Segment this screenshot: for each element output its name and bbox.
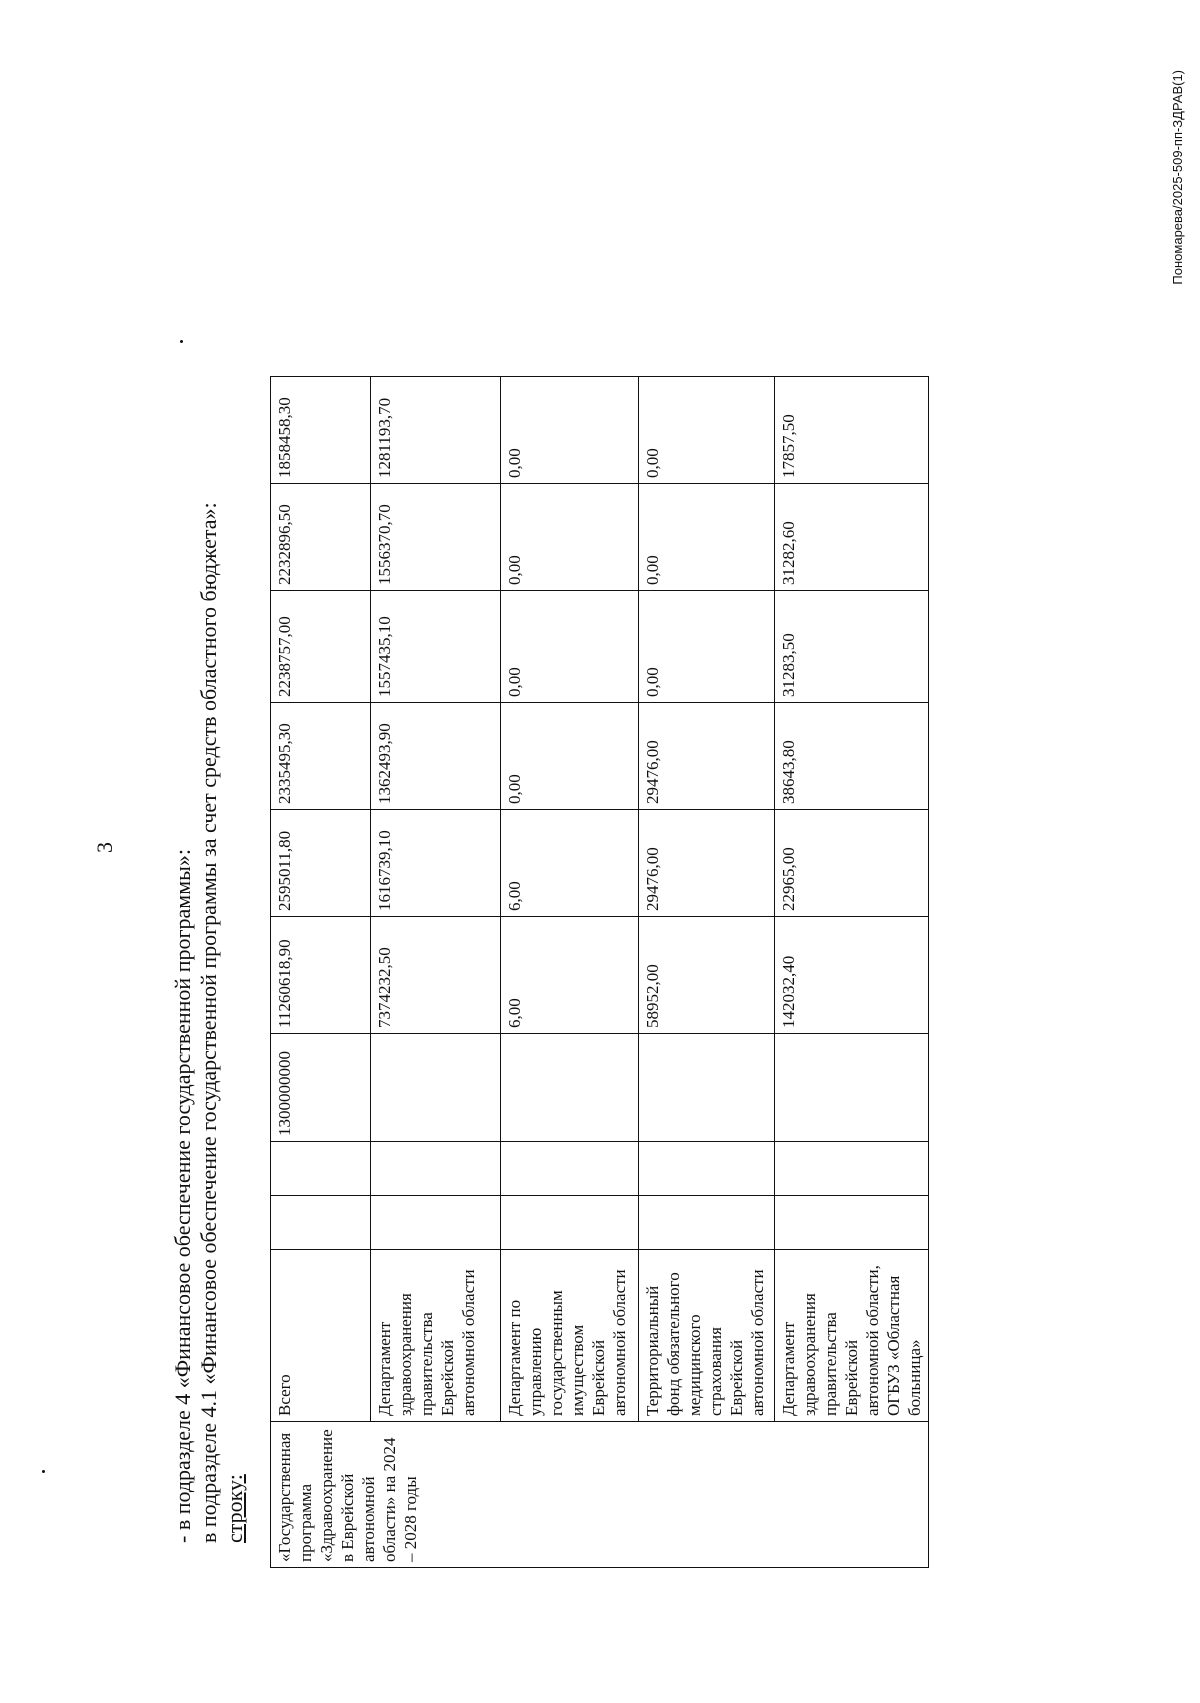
year-2025-cell: 2335495,30 xyxy=(271,703,371,810)
year-2024-cell: 6,00 xyxy=(501,810,639,917)
year-2026-cell: 2238757,00 xyxy=(271,591,371,703)
total-cell: 11260618,90 xyxy=(271,917,371,1034)
executor-cell: Всего xyxy=(271,1250,371,1422)
total-cell: 58952,00 xyxy=(639,917,775,1034)
year-2026-cell: 0,00 xyxy=(639,591,775,703)
year-2026-cell: 0,00 xyxy=(501,591,639,703)
table-row xyxy=(371,377,501,1568)
year-2027-cell: 1556370,70 xyxy=(371,484,501,591)
total-cell: 7374232,50 xyxy=(371,917,501,1034)
year-2025-cell: 0,00 xyxy=(501,703,639,810)
table-row xyxy=(639,377,775,1568)
year-2025-cell: 1362493,90 xyxy=(371,703,501,810)
extra-cell xyxy=(775,1196,929,1250)
intro-line-subsection-4: - в подразделе 4 «Финансовое обеспечение государственной программы»: xyxy=(170,848,195,1543)
year-2025-cell: 38643,80 xyxy=(775,703,929,810)
footer-document-code: Пономарева/2025-509-пп-ЗДРАВ(1) xyxy=(1170,70,1185,285)
year-2025-cell: 29476,00 xyxy=(639,703,775,810)
year-2024-cell: 1616739,10 xyxy=(371,810,501,917)
executor-cell: Департамент по управлению государственным имуществом Еврейской автономной области xyxy=(501,1250,639,1422)
year-2026-cell: 1557435,10 xyxy=(371,591,501,703)
year-2024-cell: 22965,00 xyxy=(775,810,929,917)
table-row xyxy=(501,377,639,1568)
year-2028-cell: 0,00 xyxy=(501,377,639,484)
intro-line-subsection-4-1: в подразделе 4.1 «Финансовое обеспечение государственной программы за счет средств областного бюджета»: xyxy=(196,502,221,1543)
year-2027-cell: 31282,60 xyxy=(775,484,929,591)
intro-line-row: строку: xyxy=(222,1474,247,1543)
extra-cell xyxy=(501,1142,639,1196)
scan-speck xyxy=(42,1470,45,1473)
page-number: 3 xyxy=(92,842,117,853)
year-2027-cell: 2232896,50 xyxy=(271,484,371,591)
extra-cell xyxy=(775,1142,929,1196)
executor-cell: Департамент здравоохранения правительства Еврейской автономной области xyxy=(371,1250,501,1422)
year-2028-cell: 0,00 xyxy=(639,377,775,484)
year-2027-cell: 0,00 xyxy=(639,484,775,591)
year-2027-cell: 0,00 xyxy=(501,484,639,591)
code-cell xyxy=(371,1034,501,1142)
program-name-cell: «Государственная программа «Здравоохранение в Еврейской автономной области» на 2024 – 2028 годы xyxy=(271,1422,929,1568)
executor-cell: Территориальный фонд обязательного медицинского страхования Еврейской автономной области xyxy=(639,1250,775,1422)
year-2028-cell: 1281193,70 xyxy=(371,377,501,484)
table-row xyxy=(271,377,371,1568)
extra-cell xyxy=(639,1196,775,1250)
table-row xyxy=(775,377,929,1568)
scan-speck xyxy=(180,340,183,343)
code-cell xyxy=(501,1034,639,1142)
intro-text xyxy=(170,502,248,1543)
extra-cell xyxy=(271,1142,371,1196)
executor-cell: Департамент здравоохранения правительства Еврейской автономной области, ОГБУЗ «Областная больница» xyxy=(775,1250,929,1422)
year-2024-cell: 29476,00 xyxy=(639,810,775,917)
extra-cell xyxy=(371,1142,501,1196)
year-2024-cell: 2595011,80 xyxy=(271,810,371,917)
code-cell xyxy=(639,1034,775,1142)
year-2028-cell: 17857,50 xyxy=(775,377,929,484)
total-cell: 6,00 xyxy=(501,917,639,1034)
code-cell xyxy=(775,1034,929,1142)
extra-cell xyxy=(271,1196,371,1250)
extra-cell xyxy=(371,1196,501,1250)
extra-cell xyxy=(639,1142,775,1196)
total-cell: 142032,40 xyxy=(775,917,929,1034)
finance-table xyxy=(270,376,929,1568)
year-2026-cell: 31283,50 xyxy=(775,591,929,703)
code-cell: 1300000000 xyxy=(271,1034,371,1142)
year-2028-cell: 1858458,30 xyxy=(271,377,371,484)
extra-cell xyxy=(501,1196,639,1250)
